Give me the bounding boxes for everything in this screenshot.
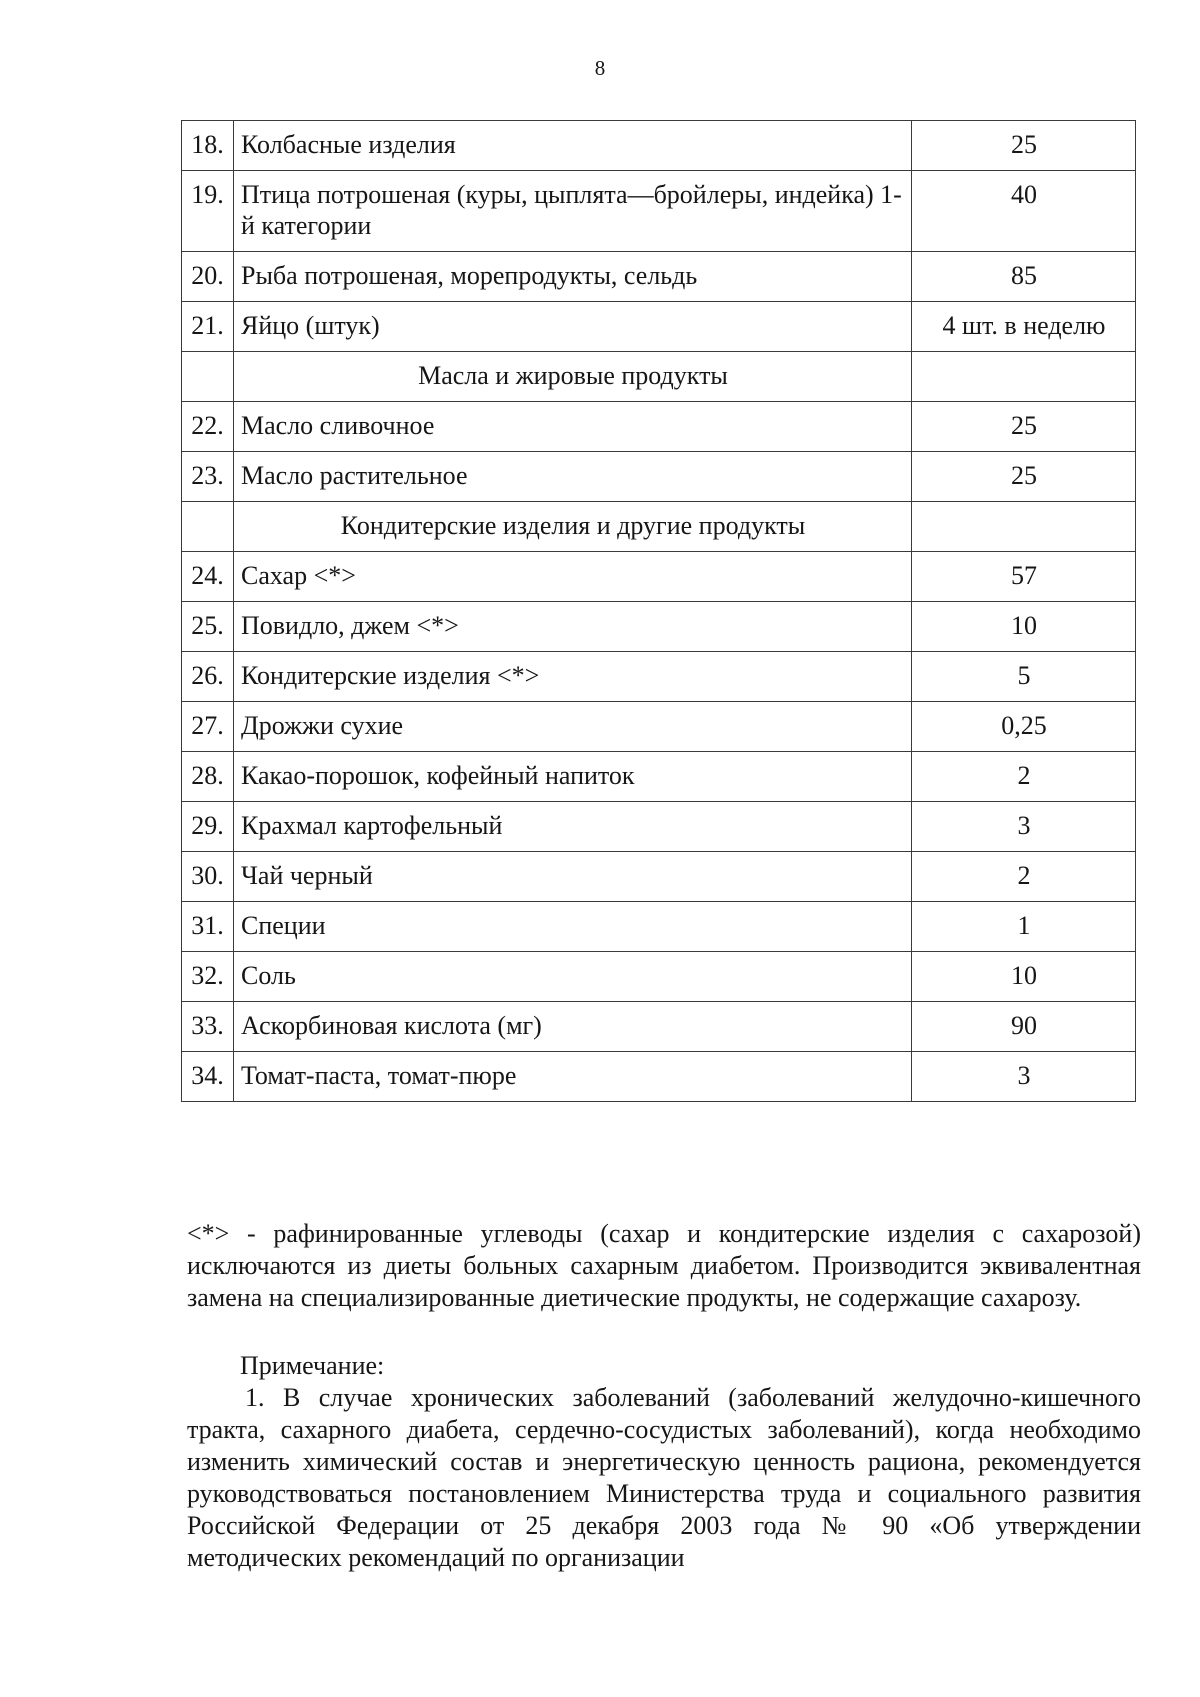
product-name: Кондитерские изделия <*> — [234, 652, 912, 702]
product-quantity: 85 — [912, 252, 1136, 302]
product-quantity: 3 — [912, 1052, 1136, 1102]
food-norms-table — [181, 120, 1136, 1102]
row-number: 27. — [182, 702, 234, 752]
row-number: 31. — [182, 902, 234, 952]
row-number: 23. — [182, 452, 234, 502]
product-name: Крахмал картофельный — [234, 802, 912, 852]
table-cell-empty — [912, 352, 1136, 402]
product-name: Дрожжи сухие — [234, 702, 912, 752]
table-row — [182, 802, 1136, 852]
table-row — [182, 752, 1136, 802]
product-quantity: 1 — [912, 902, 1136, 952]
note-title: Примечание: — [240, 1351, 385, 1380]
note-paragraph: 1. В случае хронических заболеваний (заболеваний желудочно-кишечного тракта, сахарного диабета, сердечно-сосудистых заболеваний), когда необходимо изменить химический состав и энергетическую ценность рациона, рекомендуется руководствоваться постановлением Министерства труда и социального развития Российской Федерации от 25 декабря 2003 года № 90 «Об утверждении методических рекомендаций по организации — [187, 1383, 1141, 1572]
row-number: 28. — [182, 752, 234, 802]
table-row — [182, 702, 1136, 752]
product-quantity: 0,25 — [912, 702, 1136, 752]
product-quantity: 3 — [912, 802, 1136, 852]
table-row — [182, 602, 1136, 652]
table-row — [182, 652, 1136, 702]
row-number: 25. — [182, 602, 234, 652]
table-cell-empty — [912, 502, 1136, 552]
product-quantity: 2 — [912, 852, 1136, 902]
product-quantity: 40 — [912, 171, 1136, 252]
product-quantity: 2 — [912, 752, 1136, 802]
section-heading: Масла и жировые продукты — [234, 352, 912, 402]
row-number: 30. — [182, 852, 234, 902]
product-quantity: 10 — [912, 602, 1136, 652]
row-number: 34. — [182, 1052, 234, 1102]
product-quantity: 10 — [912, 952, 1136, 1002]
table-row — [182, 552, 1136, 602]
product-quantity: 5 — [912, 652, 1136, 702]
product-name: Какао-порошок, кофейный напиток — [234, 752, 912, 802]
footnote: <*> - рафинированные углеводы (сахар и кондитерские изделия с сахарозой) исключаются из диеты больных сахарным диабетом. Производится эквивалентная замена на специализированные диетические продукты, не содержащие сахарозу. — [187, 1219, 1141, 1312]
table-row — [182, 1002, 1136, 1052]
product-quantity: 4 шт. в неделю — [912, 302, 1136, 352]
row-number: 21. — [182, 302, 234, 352]
product-name: Чай черный — [234, 852, 912, 902]
product-quantity: 90 — [912, 1002, 1136, 1052]
product-name: Яйцо (штук) — [234, 302, 912, 352]
product-name: Томат-паста, томат-пюре — [234, 1052, 912, 1102]
row-number: 32. — [182, 952, 234, 1002]
product-name: Масло сливочное — [234, 402, 912, 452]
row-number: 22. — [182, 402, 234, 452]
page-number: 8 — [594, 56, 606, 80]
table-row — [182, 252, 1136, 302]
product-name: Сахар <*> — [234, 552, 912, 602]
table-row — [182, 302, 1136, 352]
table-row — [182, 452, 1136, 502]
table-row — [182, 171, 1136, 252]
section-heading: Кондитерские изделия и другие продукты — [234, 502, 912, 552]
row-number: 24. — [182, 552, 234, 602]
row-number: 33. — [182, 1002, 234, 1052]
table-row — [182, 952, 1136, 1002]
table-cell-empty — [182, 502, 234, 552]
table-section-row — [182, 352, 1136, 402]
table-row — [182, 852, 1136, 902]
product-quantity: 25 — [912, 121, 1136, 171]
product-name: Птица потрошеная (куры, цыплята—бройлеры, индейка) 1-й категории — [234, 171, 912, 252]
row-number: 20. — [182, 252, 234, 302]
product-name: Масло растительное — [234, 452, 912, 502]
table-section-row — [182, 502, 1136, 552]
table-cell-empty — [182, 352, 234, 402]
product-quantity: 57 — [912, 552, 1136, 602]
product-name: Рыба потрошеная, морепродукты, сельдь — [234, 252, 912, 302]
row-number: 18. — [182, 121, 234, 171]
table-row — [182, 1052, 1136, 1102]
table-row — [182, 121, 1136, 171]
product-quantity: 25 — [912, 452, 1136, 502]
product-name: Соль — [234, 952, 912, 1002]
table-row — [182, 402, 1136, 452]
row-number: 19. — [182, 171, 234, 252]
product-name: Повидло, джем <*> — [234, 602, 912, 652]
row-number: 26. — [182, 652, 234, 702]
row-number: 29. — [182, 802, 234, 852]
table-row — [182, 902, 1136, 952]
product-name: Колбасные изделия — [234, 121, 912, 171]
product-name: Специи — [234, 902, 912, 952]
product-name: Аскорбиновая кислота (мг) — [234, 1002, 912, 1052]
product-quantity: 25 — [912, 402, 1136, 452]
